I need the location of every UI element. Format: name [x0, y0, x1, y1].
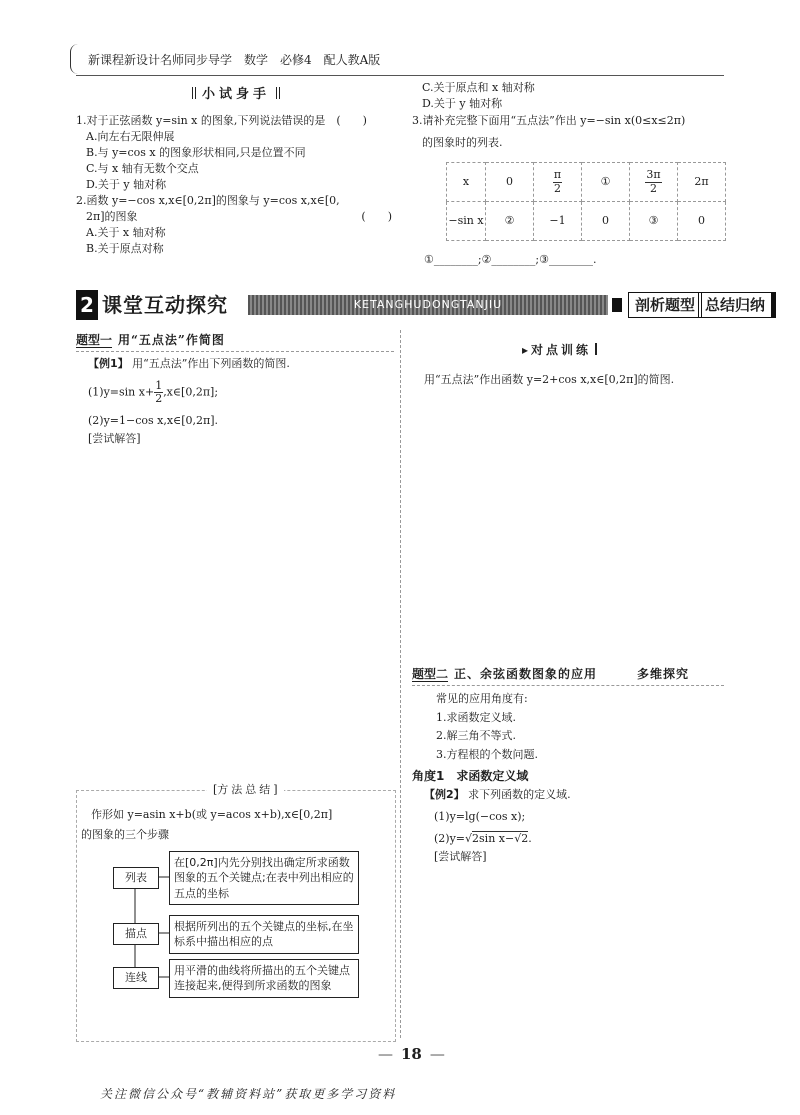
type1-label: 题型一 — [76, 333, 113, 347]
type2-text: 正、余弦函数图象的应用 — [454, 667, 598, 681]
fraction-numerator: 1 — [155, 378, 163, 392]
example1-text: 用“五点法”作出下列函数的简图. — [132, 357, 290, 370]
type2-intro: 常见的应用角度有: — [436, 692, 528, 705]
warmup-q3 — [412, 113, 724, 151]
q1-option-d: D.关于 y 轴对称 — [86, 177, 167, 191]
example2-item2-prefix: (2)y= — [434, 831, 466, 845]
page-number-value: 18 — [401, 1045, 422, 1063]
step-list-table-desc: 在[0,2π]内先分别找出确定所求函数图象的五个关键点;在表中列出相应的五点的坐标 — [169, 851, 359, 905]
example1-item1-prefix: (1)y=sin x+ — [88, 385, 155, 399]
example2-item2-suffix: . — [528, 831, 532, 845]
table-cell — [534, 163, 582, 202]
example2-radicand: 2sin x−√2 — [472, 831, 529, 845]
q2-stem-line1: 2.函数 y=−cos x,x∈[0,2π]的图象与 y=cos x,x∈[0, — [76, 194, 340, 207]
q2-option-d: D.关于 y 轴对称 — [422, 96, 503, 110]
warmup-heading — [186, 86, 286, 105]
fraction-numerator: π — [553, 168, 562, 182]
type2-heading — [412, 666, 689, 683]
table-cell — [630, 163, 678, 202]
fraction-one-half — [154, 380, 163, 405]
column-divider — [400, 330, 401, 1038]
q2-option-c: C.关于原点和 x 轴对称 — [422, 81, 535, 94]
sqrt-icon: √ — [465, 831, 473, 845]
q3-answer-blanks: ①________;②________;③________. — [424, 253, 597, 266]
q3-stem-line1: 3.请补充完整下面用“五点法”作出 y=−sin x(0≤x≤2π) — [412, 114, 686, 127]
type2-body — [436, 690, 724, 765]
step-plot-points-desc: 根据所列出的五个关键点的坐标,在坐标系中描出相应的点 — [169, 915, 359, 954]
example1-item2: (2)y=1−cos x,x∈[0,2π]. — [88, 414, 219, 428]
practice-text: 用“五点法”作出函数 y=2+cos x,x∈[0,2π]的简图. — [424, 373, 675, 386]
example2-stem — [424, 787, 724, 803]
q2-option-a: A.关于 x 轴对称 — [86, 225, 166, 239]
table-cell: 2π — [678, 163, 726, 202]
example2-try-answer: [尝试解答] — [434, 849, 487, 863]
bracket-open: [ — [213, 783, 218, 796]
section-banner — [76, 290, 766, 320]
practice-icon: ▸ — [522, 343, 532, 357]
warmup-q2-continued — [412, 80, 724, 112]
heading-bar-right — [276, 87, 280, 99]
bracket-close: ] — [273, 783, 278, 796]
five-point-table — [446, 162, 726, 241]
practice-heading — [522, 342, 599, 359]
example1-item1 — [88, 380, 394, 405]
step-connect-desc: 用平滑的曲线将所描出的五个关键点连接起来,便得到所求函数的图象 — [169, 959, 359, 998]
header-title: 新课程新设计名师同步导学 数学 必修4 配人教A版 — [88, 53, 381, 67]
header-bracket — [70, 44, 79, 74]
banner-box-analysis: 剖析题型 — [628, 292, 702, 318]
example1-try-answer: [尝试解答] — [88, 432, 141, 446]
example1-item1-suffix: ,x∈[0,2π]; — [163, 385, 219, 399]
example2-label: 【例2】 — [424, 788, 465, 801]
example2-text: 求下列函数的定义域. — [468, 788, 571, 801]
fraction-pi-over-2 — [553, 169, 562, 194]
fraction-numerator: 3π — [646, 168, 661, 182]
warmup-q2 — [76, 193, 394, 257]
q2-stem-line2-text: 2π]的图象 — [86, 209, 138, 223]
type2-rule — [412, 685, 724, 686]
type2-item-2: 2.解三角不等式. — [436, 729, 516, 743]
heading-bar-left — [192, 87, 196, 99]
example2 — [424, 787, 724, 865]
fraction-denominator: 2 — [155, 392, 163, 406]
dash-right: — — [429, 1045, 445, 1063]
table-cell: 0 — [582, 202, 630, 241]
table-cell: 0 — [486, 163, 534, 202]
method-intro-line1: 作形如 y=asin x+b(或 y=acos x+b),x∈[0,2π] — [91, 808, 333, 821]
method-title: 方法总结 — [217, 783, 274, 796]
q2-stem-line2 — [76, 209, 394, 225]
practice-title: 对点训练 — [531, 343, 592, 357]
banner-number: 2 — [76, 290, 98, 320]
footer-note: 关注微信公众号“教辅资料站”获取更多学习资料 — [100, 1087, 397, 1101]
heading-bar — [595, 343, 599, 355]
q2-option-b: B.关于原点对称 — [86, 241, 164, 255]
example2-item1: (1)y=lg(−cos x); — [434, 809, 526, 823]
type1-heading — [76, 332, 225, 349]
table-row — [447, 163, 726, 202]
table-cell: ③ — [630, 202, 678, 241]
type1-rule — [76, 351, 394, 352]
example1-label: 【例1】 — [88, 357, 129, 370]
q3-stem-line2: 的图象时的列表. — [422, 135, 503, 149]
q1-stem: 1.对于正弦函数 y=sin x 的图象,下列说法错误的是 ( ) — [76, 114, 367, 127]
example2-item2 — [424, 831, 724, 847]
type2-item-3: 3.方程根的个数问题. — [436, 748, 538, 762]
page-number — [370, 1044, 453, 1066]
angle1-heading: 角度1 求函数定义域 — [412, 769, 529, 783]
fraction-3pi-over-2 — [645, 169, 661, 194]
banner-box-summary: 总结归纳 — [698, 292, 776, 318]
type2-tail: 多维探究 — [637, 667, 690, 681]
banner-pinyin: KETANGHUDONGTANJIU — [353, 298, 503, 311]
q2-answer-paren: ( ) — [361, 209, 392, 223]
example1 — [88, 356, 394, 447]
table-cell: −1 — [534, 202, 582, 241]
fraction-denominator: 2 — [553, 181, 561, 195]
header-rule — [76, 75, 724, 76]
table-cell: ② — [486, 202, 534, 241]
type2-item-1: 1.求函数定义域. — [436, 710, 516, 724]
table-cell: 0 — [678, 202, 726, 241]
warmup-title: 小试身手 — [202, 87, 271, 102]
dash-left: — — [378, 1045, 393, 1063]
table-row — [447, 202, 726, 241]
table-cell: −sin x — [447, 202, 486, 241]
table-cell: x — [447, 163, 486, 202]
q1-option-b: B.与 y=cos x 的图象形状相同,只是位置不同 — [86, 145, 306, 159]
method-summary-box — [76, 783, 396, 1042]
step-plot-points: 描点 — [113, 923, 159, 945]
example1-stem — [88, 356, 394, 372]
banner-title: 课堂互动探究 — [102, 293, 228, 317]
q1-option-c: C.与 x 轴有无数个交点 — [86, 161, 199, 175]
step-list-table: 列表 — [113, 867, 159, 889]
q1-option-a: A.向左右无限伸展 — [86, 129, 175, 143]
type1-text: 用“五点法”作简图 — [118, 333, 225, 347]
step-connect: 连线 — [113, 967, 159, 989]
method-intro-line2: 的图象的三个步骤 — [81, 828, 169, 841]
warmup-q1 — [76, 113, 394, 193]
banner-square-icon — [612, 298, 622, 312]
table-cell: ① — [582, 163, 630, 202]
type2-label: 题型二 — [412, 667, 449, 681]
fraction-denominator: 2 — [649, 181, 657, 195]
